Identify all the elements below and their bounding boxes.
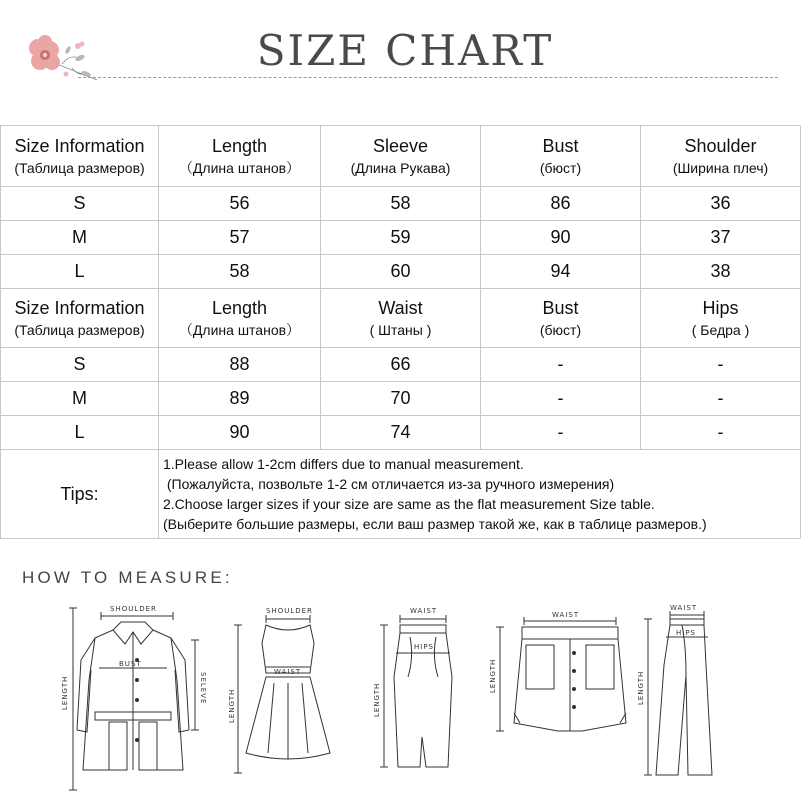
table2-header-row bbox=[1, 289, 801, 348]
table-cell: L bbox=[1, 416, 159, 450]
table-cell: 58 bbox=[159, 255, 321, 289]
header-cell: Size Information (Таблица размеров) bbox=[1, 289, 159, 348]
table-cell: - bbox=[481, 382, 641, 416]
diagram-label: SHOULDER bbox=[110, 605, 157, 613]
table-cell: 74 bbox=[321, 416, 481, 450]
diagram-label: LENGTH bbox=[373, 682, 381, 717]
diagram-label: WAIST bbox=[670, 604, 698, 612]
diagram-label: WAIST bbox=[274, 668, 302, 676]
diagram-label: SELEVE bbox=[199, 672, 207, 705]
table-cell: 60 bbox=[321, 255, 481, 289]
table-row bbox=[1, 255, 801, 289]
table-cell: 86 bbox=[481, 187, 641, 221]
table-cell: M bbox=[1, 221, 159, 255]
diagram-label: LENGTH bbox=[61, 675, 69, 710]
diagram-label: WAIST bbox=[410, 607, 438, 615]
table-cell: 70 bbox=[321, 382, 481, 416]
table-cell: 56 bbox=[159, 187, 321, 221]
header bbox=[0, 0, 800, 110]
diagram-label: LENGTH bbox=[228, 688, 236, 723]
pencil-skirt-diagram-icon bbox=[370, 607, 470, 787]
diagram-label: HIPS bbox=[414, 643, 434, 651]
header-cell: Sleeve (Длина Рукава) bbox=[321, 126, 481, 187]
diagram-label: LENGTH bbox=[637, 670, 645, 705]
table-cell: S bbox=[1, 187, 159, 221]
diagram-label: SHOULDER bbox=[266, 607, 313, 615]
table-cell: 89 bbox=[159, 382, 321, 416]
tip-line: 1.Please allow 1-2cm differs due to manual measurement. bbox=[163, 456, 524, 472]
denim-skirt-diagram-icon bbox=[490, 613, 630, 753]
measurement-diagrams bbox=[0, 595, 800, 800]
how-to-measure-title: HOW TO MEASURE: bbox=[22, 568, 233, 587]
title-divider bbox=[78, 77, 778, 78]
table-cell: 90 bbox=[481, 221, 641, 255]
table-cell: - bbox=[641, 416, 801, 450]
table-cell: 57 bbox=[159, 221, 321, 255]
header-cell: Bust (бюст) bbox=[481, 289, 641, 348]
table-cell: 36 bbox=[641, 187, 801, 221]
tip-line: (Пожалуйста, позвольте 1-2 см отличается из-за ручного измерения) bbox=[163, 476, 615, 492]
tip-line: 2.Choose larger sizes if your size are same as the flat measurement Size table. bbox=[163, 496, 655, 512]
table-row bbox=[1, 221, 801, 255]
header-cell: Waist ( Штаны ) bbox=[321, 289, 481, 348]
table-cell: M bbox=[1, 382, 159, 416]
diagram-label: HIPS bbox=[676, 629, 696, 637]
table-cell: - bbox=[481, 348, 641, 382]
dress-diagram-icon bbox=[228, 603, 328, 793]
table-cell: 59 bbox=[321, 221, 481, 255]
diagram-label: LENGTH bbox=[489, 658, 497, 693]
table-cell: 94 bbox=[481, 255, 641, 289]
table-cell: 66 bbox=[321, 348, 481, 382]
tips-row bbox=[1, 450, 801, 539]
table-cell: L bbox=[1, 255, 159, 289]
table-cell: - bbox=[641, 382, 801, 416]
size-chart-table bbox=[0, 125, 801, 539]
table-cell: 38 bbox=[641, 255, 801, 289]
table-cell: 90 bbox=[159, 416, 321, 450]
table1-header-row bbox=[1, 126, 801, 187]
header-cell: Length （Длина штанов） bbox=[159, 126, 321, 187]
header-cell: Bust (бюст) bbox=[481, 126, 641, 187]
jacket-diagram-icon bbox=[55, 600, 215, 800]
table-row bbox=[1, 187, 801, 221]
page-title: SIZE CHART bbox=[256, 26, 554, 75]
header-cell: Hips ( Бедра ) bbox=[641, 289, 801, 348]
table-row bbox=[1, 416, 801, 450]
table-cell: 88 bbox=[159, 348, 321, 382]
table-cell: S bbox=[1, 348, 159, 382]
tips-text bbox=[159, 450, 801, 539]
table-cell: 37 bbox=[641, 221, 801, 255]
tip-line: (Выберите большие размеры, если ваш размер такой же, как в таблице размеров.) bbox=[163, 516, 707, 532]
header-cell: Length （Длина штанов） bbox=[159, 289, 321, 348]
table-row bbox=[1, 348, 801, 382]
header-cell: Shoulder (Ширина плеч) bbox=[641, 126, 801, 187]
table-cell: - bbox=[641, 348, 801, 382]
table-cell: - bbox=[481, 416, 641, 450]
table-cell: 58 bbox=[321, 187, 481, 221]
diagram-label: WAIST bbox=[552, 611, 580, 619]
flare-pants-diagram-icon bbox=[636, 605, 746, 795]
diagram-label: BUST bbox=[119, 660, 142, 668]
table-row bbox=[1, 382, 801, 416]
header-cell: Size Information (Таблица размеров) bbox=[1, 126, 159, 187]
tips-label: Tips: bbox=[1, 450, 159, 539]
